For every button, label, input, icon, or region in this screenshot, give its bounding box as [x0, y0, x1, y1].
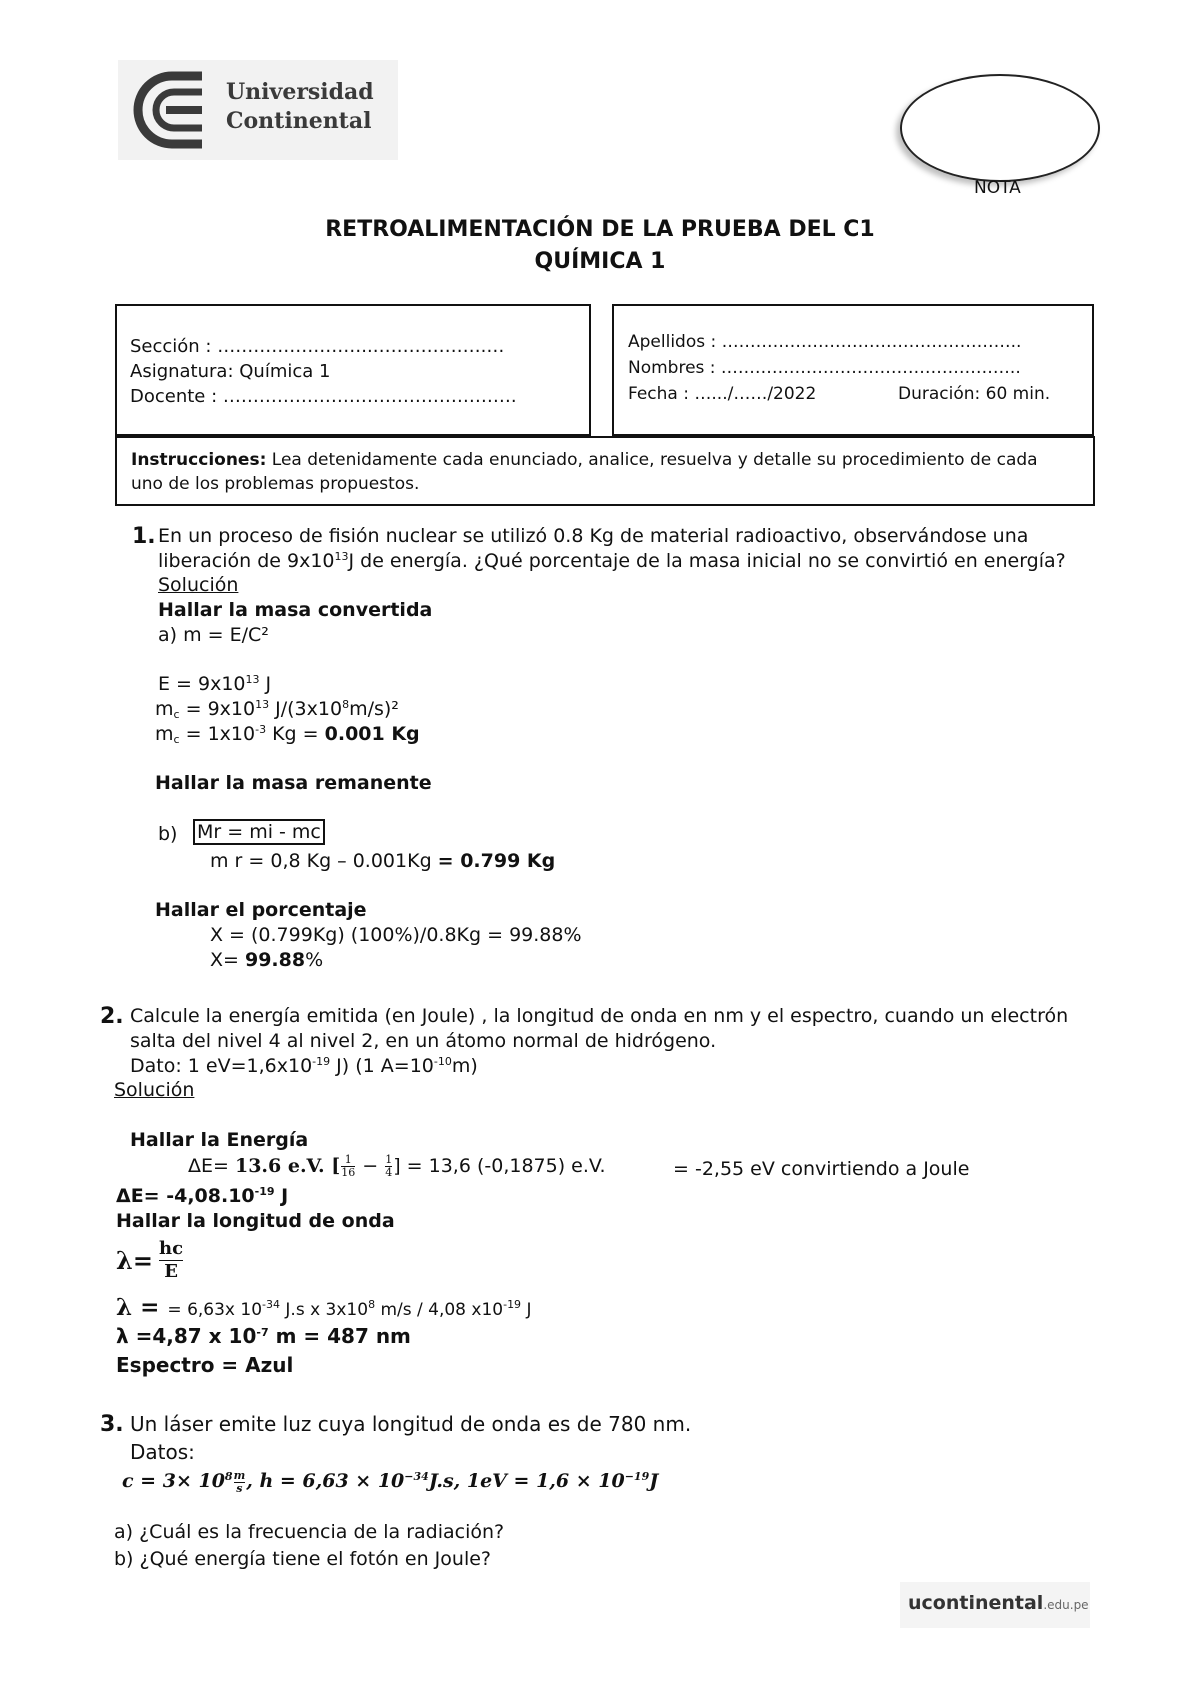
instructions-line-1: Lea detenidamente cada enunciado, analice, resuelva y detalle su procedimiento de cada: [266, 450, 1038, 470]
problem-1-number: 1.: [132, 524, 156, 549]
docente-field: Docente : ………………………………………….: [130, 386, 517, 407]
problem-2-data: Dato: 1 $eV=1,6x10^{-19}$ J) (1 $A=10^{-10}m$): [130, 1055, 478, 1077]
university-logo: [118, 60, 398, 160]
problem-1-percent-result: X= 99.88%: [210, 949, 324, 971]
problem-1-heading-remaining: Hallar la masa remanente: [155, 772, 432, 794]
problem-2-heading-wavelength: Hallar la longitud de onda: [116, 1210, 395, 1232]
problem-2-solution-label: Solución: [114, 1079, 195, 1101]
duracion-field: Duración: 60 min.: [898, 384, 1051, 404]
problem-1-step-a: a) m = E/C²: [158, 624, 269, 646]
problem-2-energy-result: $\Delta E= -4,08.10^{-19}$ J: [116, 1185, 289, 1207]
instructions-text: [131, 448, 1038, 496]
logo-line-2: Continental: [226, 108, 372, 134]
problem-2-energy-ev: = -2,55 eV convirtiendo a Joule: [673, 1158, 970, 1180]
problem-3-data-label: Datos:: [130, 1440, 195, 1464]
course-info-box: [115, 304, 591, 436]
title-line-1: RETROALIMENTACIÓN DE LA PRUEBA DEL C1: [325, 217, 875, 242]
problem-2-lambda-substitution: λ = = 6,63x $10^{-34}$ J.s x $3x10^8$ m/s / 4,08 $x10^{-19}$ J: [116, 1294, 532, 1321]
instructions-line-2: uno de los problemas propuestos.: [131, 474, 420, 494]
problem-2-question-line-2: salta del nivel 4 al nivel 2, en un átomo normal de hidrógeno.: [130, 1030, 717, 1052]
problem-3-question-b: b) ¿Qué energía tiene el fotón en Joule?: [114, 1548, 492, 1570]
problem-1-energy: $E = 9x10^{13}$ J: [158, 673, 272, 695]
grade-oval: [900, 74, 1100, 182]
problem-2-heading-energy: Hallar la Energía: [130, 1129, 309, 1151]
problem-2-energy-formula: ΔE= 13.6 e.V. [ $\frac{1}{16}$ − $\frac{1}{4}$ ] = 13,6 (-0,1875) e.V.: [188, 1153, 606, 1179]
instructions-box: [115, 436, 1095, 506]
instructions-label: Instrucciones:: [131, 450, 267, 470]
fecha-field: Fecha : ….../……/2022: [628, 384, 817, 404]
grade-label: NOTA: [974, 178, 1021, 198]
logo-text: [226, 78, 374, 136]
footer-brand: [900, 1582, 1090, 1628]
problem-1-mr-formula: Mr = mi - mc: [193, 820, 325, 845]
nombres-field: Nombres : ……………………………………………..: [628, 358, 1021, 378]
problem-1-question-line-2: liberación de $9x10^{13}J$ de energía. ¿Qué porcentaje de la masa inicial no se convirtió en energía?: [158, 550, 1066, 572]
problem-1-percent-formula: X = (0.799Kg) (100%)/0.8Kg = 99.88%: [210, 924, 582, 946]
problem-2-question-line-1: Calcule la energía emitida (en Joule) , la longitud de onda en nm y el espectro, cuando un electrón: [130, 1005, 1069, 1027]
problem-3-question-a: a) ¿Cuál es la frecuencia de la radiación?: [114, 1521, 505, 1543]
apellidos-field: Apellidos : ……………………………………………..: [628, 332, 1022, 352]
logo-mark-icon: [132, 70, 220, 150]
problem-2-spectrum: Espectro = Azul: [116, 1353, 294, 1377]
problem-1-step-b-label: b): [158, 823, 178, 845]
problem-2-lambda-result: λ =4,87 x $10^{-7}$ m = 487 nm: [116, 1324, 411, 1348]
problem-1-question-line-1: En un proceso de fisión nuclear se utilizó 0.8 Kg de material radioactivo, observándose una: [158, 525, 1029, 547]
seccion-field: Sección : ……………………..……………….…: [130, 336, 505, 357]
title-line-2: QUÍMICA 1: [534, 249, 666, 274]
problem-2-lambda-formula: λ= $\frac{hc}{E}$: [116, 1238, 184, 1282]
problem-1-heading-mass: Hallar la masa convertida: [158, 599, 433, 621]
problem-3-number: 3.: [100, 1412, 124, 1437]
logo-line-1: Universidad: [226, 79, 374, 105]
problem-3-constants: $c = 3\times 10^8$ $\frac{m}{s}$ , $h = 6,63 \times 10^{-34}J.s$, $1eV = 1,6 \times 10^{-19}J$: [122, 1468, 659, 1495]
asignatura-field: Asignatura: Química 1: [130, 361, 331, 382]
footer-brand-text: ucontinental.edu.pe: [908, 1592, 1089, 1614]
problem-3-question: Un láser emite luz cuya longitud de onda es de 780 nm.: [130, 1412, 692, 1436]
problem-1-mc-formula: $m_c = 9x10^{13}$ $J/(3x10^8m/s)^2$: [155, 698, 399, 721]
student-info-box: [612, 304, 1094, 436]
problem-1-heading-percent: Hallar el porcentaje: [155, 899, 367, 921]
problem-2-number: 2.: [100, 1004, 124, 1029]
problem-1-solution-label: Solución: [158, 574, 239, 596]
problem-1-mr-result: m r = 0,8 Kg – 0.001Kg = 0.799 Kg: [210, 850, 556, 872]
problem-1-mc-result: $m_c = 1x10^{-3}$ Kg = 0.001 Kg: [155, 723, 420, 746]
page-title: [0, 214, 1200, 278]
